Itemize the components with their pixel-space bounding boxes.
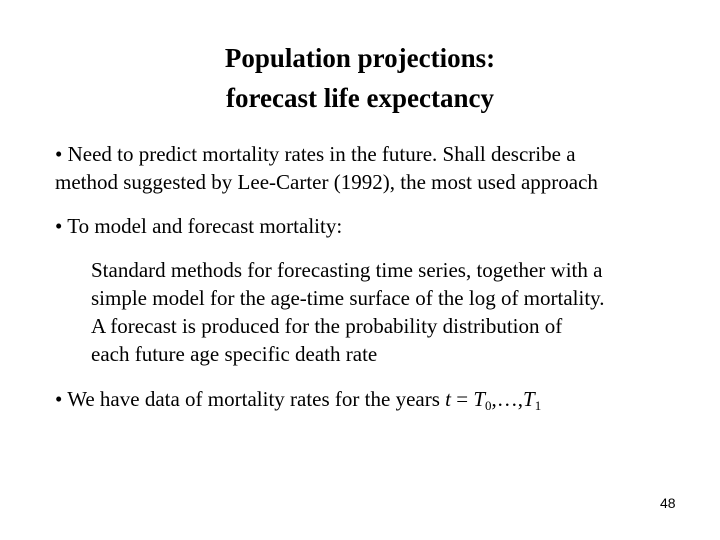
slide-title (0, 38, 720, 118)
indent-line-1: Standard methods for forecasting time series, together with a (91, 258, 603, 282)
indent-line-4: each future age specific death rate (91, 342, 378, 366)
indent-line-2: simple model for the age-time surface of the log of mortality. (91, 286, 605, 310)
bullet-3-text: • We have data of mortality rates for the years (55, 387, 446, 411)
page-number: 48 (660, 495, 676, 511)
bullet-1-line-2: method suggested by Lee-Carter (1992), the most used approach (55, 170, 598, 194)
var-T1: T (523, 387, 535, 411)
bullet-3 (55, 385, 541, 413)
title-line-2: forecast life expectancy (226, 83, 494, 113)
equals: = (450, 387, 474, 411)
title-line-1: Population projections: (224, 43, 496, 73)
indented-paragraph (91, 256, 605, 368)
bullet-1-line-1: • Need to predict mortality rates in the future. Shall describe a (55, 142, 576, 166)
sub-1: 1 (534, 398, 542, 413)
var-t: t (445, 387, 451, 411)
bullet-2: • To model and forecast mortality: (55, 214, 343, 238)
indent-line-3: A forecast is produced for the probability distribution of (91, 314, 563, 338)
var-T0: T (473, 387, 485, 411)
sub-0: 0 (485, 398, 492, 413)
ellipsis: ,…, (491, 387, 523, 411)
bullet-1 (55, 140, 598, 196)
